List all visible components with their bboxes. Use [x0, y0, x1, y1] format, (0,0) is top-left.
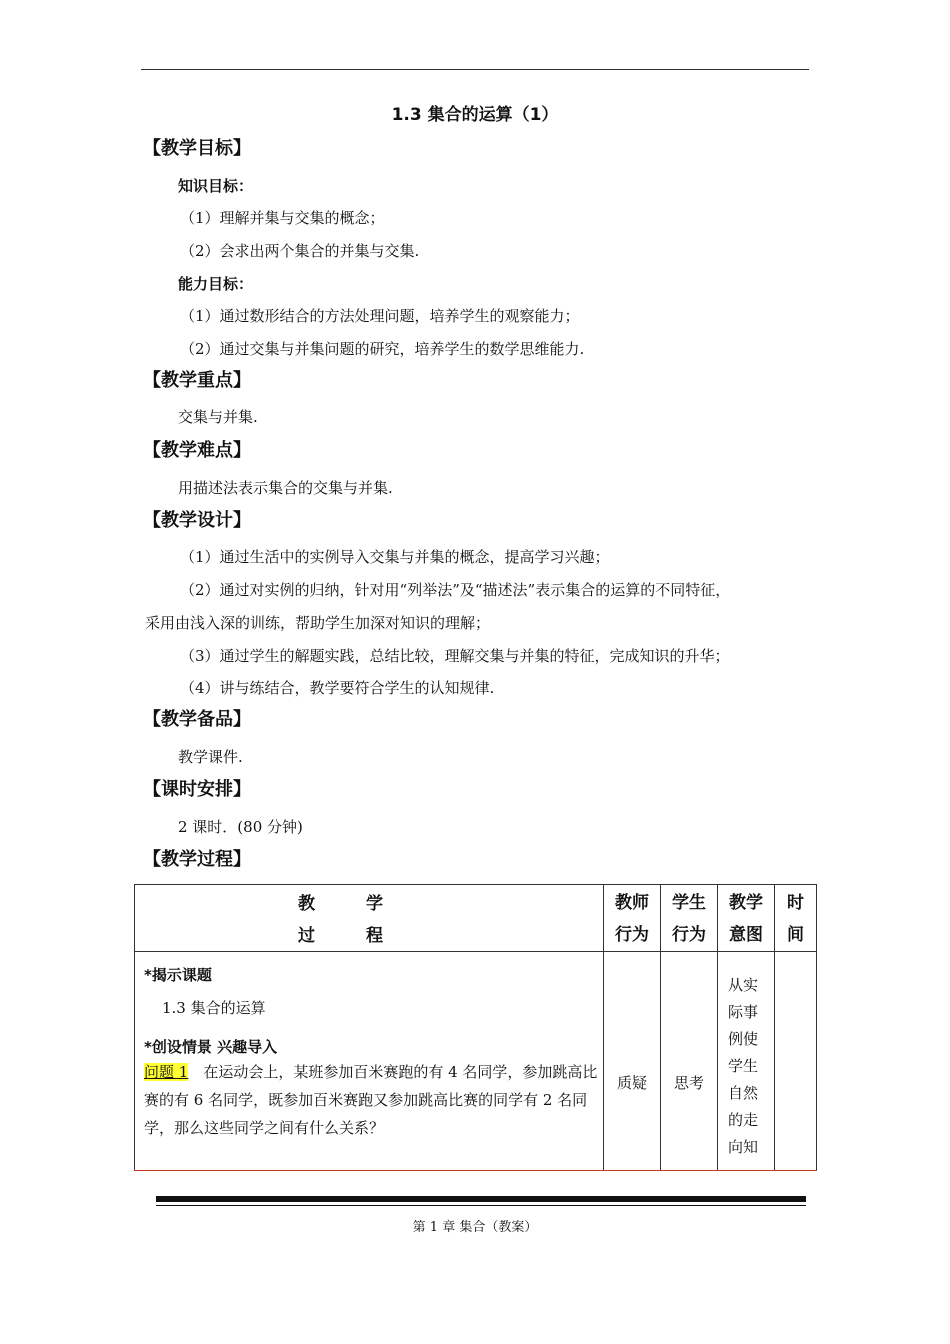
section-design-heading: 【教学设计】	[143, 510, 251, 531]
header-process	[135, 885, 604, 952]
header-intent	[718, 885, 775, 952]
teacher-action-cell: 质疑	[604, 952, 661, 1171]
design-line-4: （4）讲与练结合，教学要符合学生的认知规律.	[180, 679, 495, 697]
scene-title: *创设情景 兴趣导入	[144, 1038, 278, 1056]
header-time-line-2: 间	[787, 925, 804, 945]
design-line-2a: （2）通过对实例的归纳，针对用“列举法”及“描述法”表示集合的运算的不同特征，	[180, 581, 731, 599]
design-line-1: （1）通过生活中的实例导入交集与并集的概念，提高学习兴趣；	[180, 548, 610, 566]
knowledge-goal-2: （2）会求出两个集合的并集与交集.	[180, 242, 420, 260]
footer-rule-thick	[156, 1196, 806, 1202]
header-student-line-2: 行为	[672, 925, 706, 945]
design-line-2b: 采用由浅入深的训练，帮助学生加深对知识的理解；	[145, 614, 491, 632]
knowledge-goals-title: 知识目标：	[178, 177, 254, 195]
materials-text: 教学课件.	[178, 748, 243, 766]
header-teacher	[604, 885, 661, 952]
reveal-text: 1.3 集合的运算	[162, 999, 266, 1017]
header-intent-line-1: 教学	[729, 893, 763, 913]
header-process-char-2: 学	[366, 894, 383, 914]
header-student-line-1: 学生	[672, 893, 706, 913]
intent-text: 从实际事例使学生自然的走向知	[728, 976, 759, 1156]
section-difficult-heading: 【教学难点】	[143, 440, 251, 461]
header-teacher-line-1: 教师	[615, 893, 649, 913]
footer-rule-thin	[156, 1205, 806, 1206]
section-process-heading: 【教学过程】	[143, 849, 251, 870]
schedule-text: 2 课时．(80 分钟)	[178, 818, 303, 836]
knowledge-goal-1: （1）理解并集与交集的概念；	[180, 209, 385, 227]
difficult-point-text: 用描述法表示集合的交集与并集.	[178, 479, 393, 497]
page-footer: 第 1 章 集合（教案）	[412, 1220, 538, 1235]
table-row	[135, 952, 817, 1171]
reveal-title: *揭示课题	[144, 966, 212, 984]
question-text: 在运动会上，某班参加百米赛跑的有 4 名同学，参加跳高比赛的有 6 名同学，既参加百米赛跑又参加跳高比赛的同学有 2 名同学，那么这些同学之间有什么关系？	[144, 1063, 598, 1137]
header-intent-line-2: 意图	[729, 925, 763, 945]
header-time	[775, 885, 817, 952]
page-title: 1.3 集合的运算（1）	[391, 105, 559, 125]
header-process-char-1: 教	[298, 894, 315, 914]
section-goals-heading: 【教学目标】	[143, 138, 251, 159]
process-cell	[135, 952, 604, 1171]
time-cell	[775, 952, 817, 1171]
header-student	[661, 885, 718, 952]
ability-goal-1: （1）通过数形结合的方法处理问题，培养学生的观察能力；	[180, 307, 580, 325]
process-table	[134, 884, 817, 1171]
header-process-char-3: 过	[298, 926, 315, 946]
ability-goals-title: 能力目标：	[178, 275, 254, 293]
table-header-row	[135, 885, 817, 952]
intent-cell	[718, 952, 775, 1171]
key-point-text: 交集与并集.	[178, 408, 258, 426]
section-key-heading: 【教学重点】	[143, 370, 251, 391]
header-teacher-line-2: 行为	[615, 925, 649, 945]
header-process-char-4: 程	[366, 926, 383, 946]
ability-goal-2: （2）通过交集与并集问题的研究，培养学生的数学思维能力.	[180, 340, 585, 358]
student-action-cell: 思考	[661, 952, 718, 1171]
header-rule	[141, 69, 809, 70]
section-materials-heading: 【教学备品】	[143, 709, 251, 730]
question-label: 问题 1	[144, 1063, 189, 1081]
header-time-line-1: 时	[787, 893, 804, 913]
section-schedule-heading: 【课时安排】	[143, 779, 251, 800]
question-paragraph	[144, 1058, 599, 1142]
design-line-3: （3）通过学生的解题实践，总结比较，理解交集与并集的特征，完成知识的升华；	[180, 647, 730, 665]
